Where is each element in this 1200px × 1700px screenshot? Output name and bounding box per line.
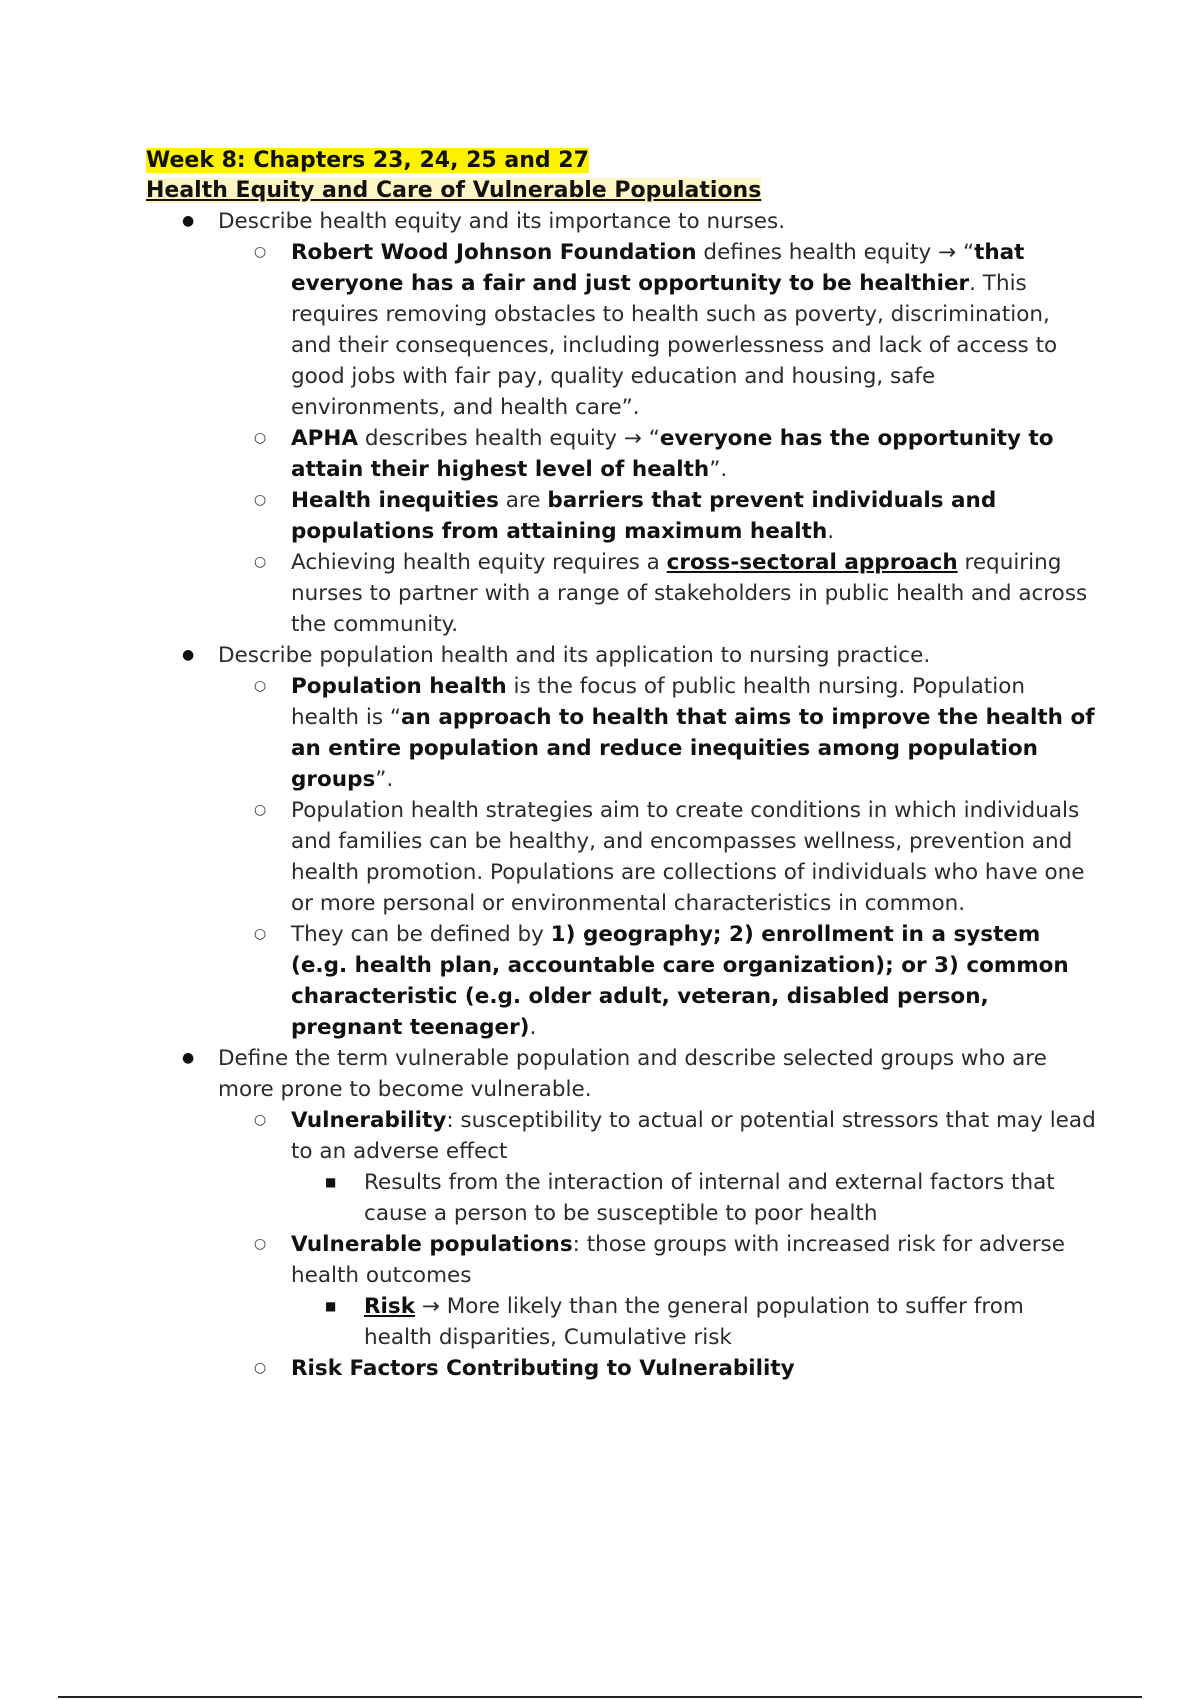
list-item [146,1043,1096,1384]
list-item: ■ Risk → More likely than the general population to suffer from health disparities, Cumulative risk [291,1291,1096,1353]
bullet-text: Describe health equity and its importance to nurses. [218,209,786,234]
list-item: ○ Robert Wood Johnson Foundation defines health equity → “that everyone has a fair and just opportunity to be healthier. This requires removing obstacles to health such as poverty, discrimination, and their consequences, including powerlessness and lack of access to good jobs with fair pay, quality education and housing, safe environments, and health care”. [218,237,1096,423]
outline-list [146,206,1096,1384]
list-item: ○ APHA describes health equity → “everyone has the opportunity to attain their highest level of health”. [218,423,1096,485]
document-page [146,146,1096,1384]
list-item: ○ Risk Factors Contributing to Vulnerability [218,1353,1096,1384]
list-item [146,640,1096,1043]
list-item: ○ Population health is the focus of public health nursing. Population health is “an approach to health that aims to improve the health of an entire population and reduce inequities among population groups”. [218,671,1096,795]
list-item: ○ They can be defined by 1) geography; 2) enrollment in a system (e.g. health plan, accountable care organization); or 3) common characteristic (e.g. older adult, veteran, disabled person, pregnant teenager). [218,919,1096,1043]
page-bottom-rule [58,1696,1142,1698]
list-item: ○ Vulnerable populations: those groups with increased risk for adverse health outcomes ■ Risk → More likely than the general population to suffer from health disparities, Cumulative risk [218,1229,1096,1353]
list-item: ○ Achieving health equity requires a cross-sectoral approach requiring nurses to partner with a range of stakeholders in public health and across the community. [218,547,1096,640]
list-item: ○ Health inequities are barriers that prevent individuals and populations from attaining maximum health. [218,485,1096,547]
week-heading: Week 8: Chapters 23, 24, 25 and 27 [146,148,589,173]
list-item: ○ Population health strategies aim to create conditions in which individuals and families can be healthy, and encompasses wellness, prevention and health promotion. Populations are collections of individuals who have one or more personal or environmental characteristics in common. [218,795,1096,919]
list-item [146,206,1096,640]
bullet-text: Describe population health and its application to nursing practice. [218,643,931,668]
topic-heading: Health Equity and Care of Vulnerable Populations [146,178,762,203]
list-item: ○ Vulnerability: susceptibility to actual or potential stressors that may lead to an adverse effect ■ Results from the interaction of internal and external factors that cause a person to be susceptible to poor health [218,1105,1096,1229]
bullet-text: Define the term vulnerable population and describe selected groups who are more prone to become vulnerable. [218,1046,1047,1102]
list-item: ■ Results from the interaction of internal and external factors that cause a person to be susceptible to poor health [291,1167,1096,1229]
